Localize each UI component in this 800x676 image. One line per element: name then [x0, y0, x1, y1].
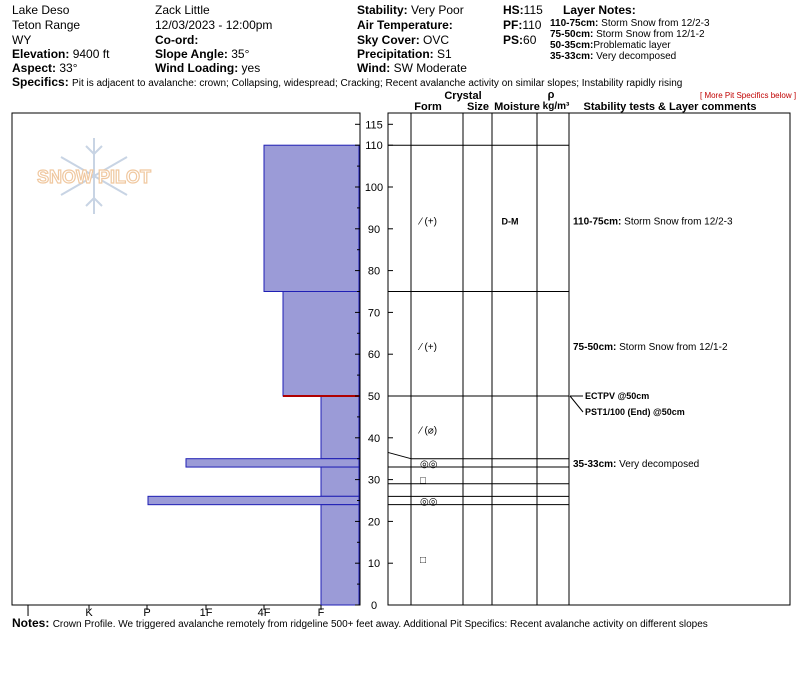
grain-form: ⁄ (+) [420, 341, 437, 353]
specifics-text: Pit is adjacent to avalanche: crown; Collapsing, widespread; Cracking; Recent avalanche activity on similar slopes; Instability rapidly rising [72, 78, 683, 89]
moisture-value: D-M [501, 216, 519, 227]
grain-form: ⁄ (⌀) [420, 425, 438, 437]
y-tick-label: 40 [367, 432, 381, 445]
precip-value: S1 [437, 47, 452, 61]
state: WY [12, 33, 32, 47]
elevation-value: 9400 ft [72, 47, 110, 61]
specifics-label: Specifics: [12, 75, 69, 89]
hardness-bar [321, 505, 359, 605]
y-tick-label: 90 [367, 223, 381, 236]
y-tick-label: 110 [365, 140, 383, 153]
layer-note: 35-33cm: Very decomposed [550, 51, 677, 62]
wind-value: SW Moderate [393, 61, 467, 75]
y-tick-label: 20 [367, 516, 381, 529]
ps-value: 60 [523, 33, 537, 47]
pf-label: PF: [503, 18, 523, 32]
stability-test: ECTPV @50cm [585, 391, 650, 401]
hs-value: 115 [523, 3, 543, 17]
x-tick-label: K [85, 607, 93, 619]
stability-value: Very Poor [411, 3, 464, 17]
ps-label: PS: [503, 33, 524, 47]
grain-form: ⁄ (+) [420, 216, 437, 228]
layer-note: 75-50cm: Storm Snow from 12/1-2 [550, 29, 705, 40]
hardness-bar [321, 396, 359, 459]
snowpilot-logo-text: SNOW PILOT [37, 167, 151, 187]
x-tick-label: 1F [199, 607, 213, 619]
precip-label: Precipitation: [357, 47, 434, 61]
hardness-bar [283, 292, 359, 397]
notes-text: Crown Profile. We triggered avalanche remotely from ridgeline 500+ feet away. Additional Pit Specifics: Recent avalanche activity on different slopes [52, 619, 708, 630]
layer-note: 50-35cm:Problematic layer [550, 40, 671, 51]
pf-value: 110 [522, 18, 542, 32]
more-specifics-link[interactable]: [ More Pit Specifics below ] [700, 91, 797, 100]
layer-comment: 35-33cm: Very decomposed [573, 458, 700, 470]
col-form: Form [414, 101, 442, 113]
hardness-bar [186, 459, 359, 467]
wind-label: Wind: [357, 61, 391, 75]
wind-loading-label: Wind Loading: [155, 61, 239, 75]
y-tick-label: 50 [367, 391, 381, 403]
coord-label: Co-ord: [155, 33, 199, 47]
range: Teton Range [12, 18, 81, 32]
col-size: Size [466, 101, 490, 113]
sky-label: Sky Cover: [357, 33, 420, 47]
snowpilot-logo [37, 138, 151, 214]
layer-comment: 75-50cm: Storm Snow from 12/1-2 [573, 341, 728, 353]
y-tick-label: 100 [364, 182, 384, 194]
grain-form: ◎◎ [420, 496, 438, 508]
test-leader [570, 396, 583, 412]
y-tick-label: 115 [365, 119, 383, 132]
y-tick-label: 30 [367, 474, 381, 487]
x-tick-label: P [143, 607, 151, 619]
layer-notes-title: Layer Notes: [563, 3, 636, 17]
y-tick-label: 10 [367, 558, 381, 571]
hardness-bar [321, 467, 359, 496]
x-tick-label: F [317, 607, 325, 619]
notes [12, 616, 708, 630]
elevation-label: Elevation: [12, 47, 70, 61]
col-stability: Stability tests & Layer comments [583, 101, 757, 113]
air-temp-label: Air Temperature: [357, 18, 453, 32]
grain-form: □ [420, 555, 427, 567]
x-tick-label: 4F [257, 607, 271, 619]
col-crystal: Crystal [444, 90, 482, 102]
col-rho: ρ [547, 89, 555, 101]
location: Lake Deso [12, 3, 70, 17]
grain-form: □ [420, 475, 427, 487]
sky-value: OVC [423, 33, 450, 47]
y-tick-label: 70 [367, 307, 381, 320]
grain-form: ◎◎ [420, 458, 438, 470]
col-density: kg/m³ [542, 101, 570, 112]
col-moisture: Moisture [494, 101, 540, 113]
notes-label: Notes: [12, 616, 50, 630]
y-tick-label: 0 [370, 600, 378, 612]
wind-loading-value: yes [241, 61, 261, 75]
slope-value: 35° [231, 47, 250, 61]
hardness-bar [264, 145, 359, 291]
stability-test: PST1/100 (End) @50cm [585, 407, 685, 417]
layer-comment: 110-75cm: Storm Snow from 12/2-3 [573, 216, 733, 228]
datetime: 12/03/2023 - 12:00pm [155, 18, 273, 32]
layer-connector [388, 452, 411, 458]
layer-note: 110-75cm: Storm Snow from 12/2-3 [550, 18, 710, 29]
y-tick-label: 60 [367, 349, 381, 362]
hardness-bar [148, 496, 359, 504]
aspect-value: 33° [59, 61, 78, 75]
layer-table-frame [388, 113, 790, 605]
stability-label: Stability: [357, 3, 408, 17]
y-tick-label: 80 [367, 265, 381, 278]
hs-label: HS: [503, 3, 524, 17]
observer: Zack Little [155, 3, 210, 17]
aspect-label: Aspect: [12, 61, 57, 75]
slope-label: Slope Angle: [155, 47, 228, 61]
x-tick-label: I [26, 607, 30, 619]
